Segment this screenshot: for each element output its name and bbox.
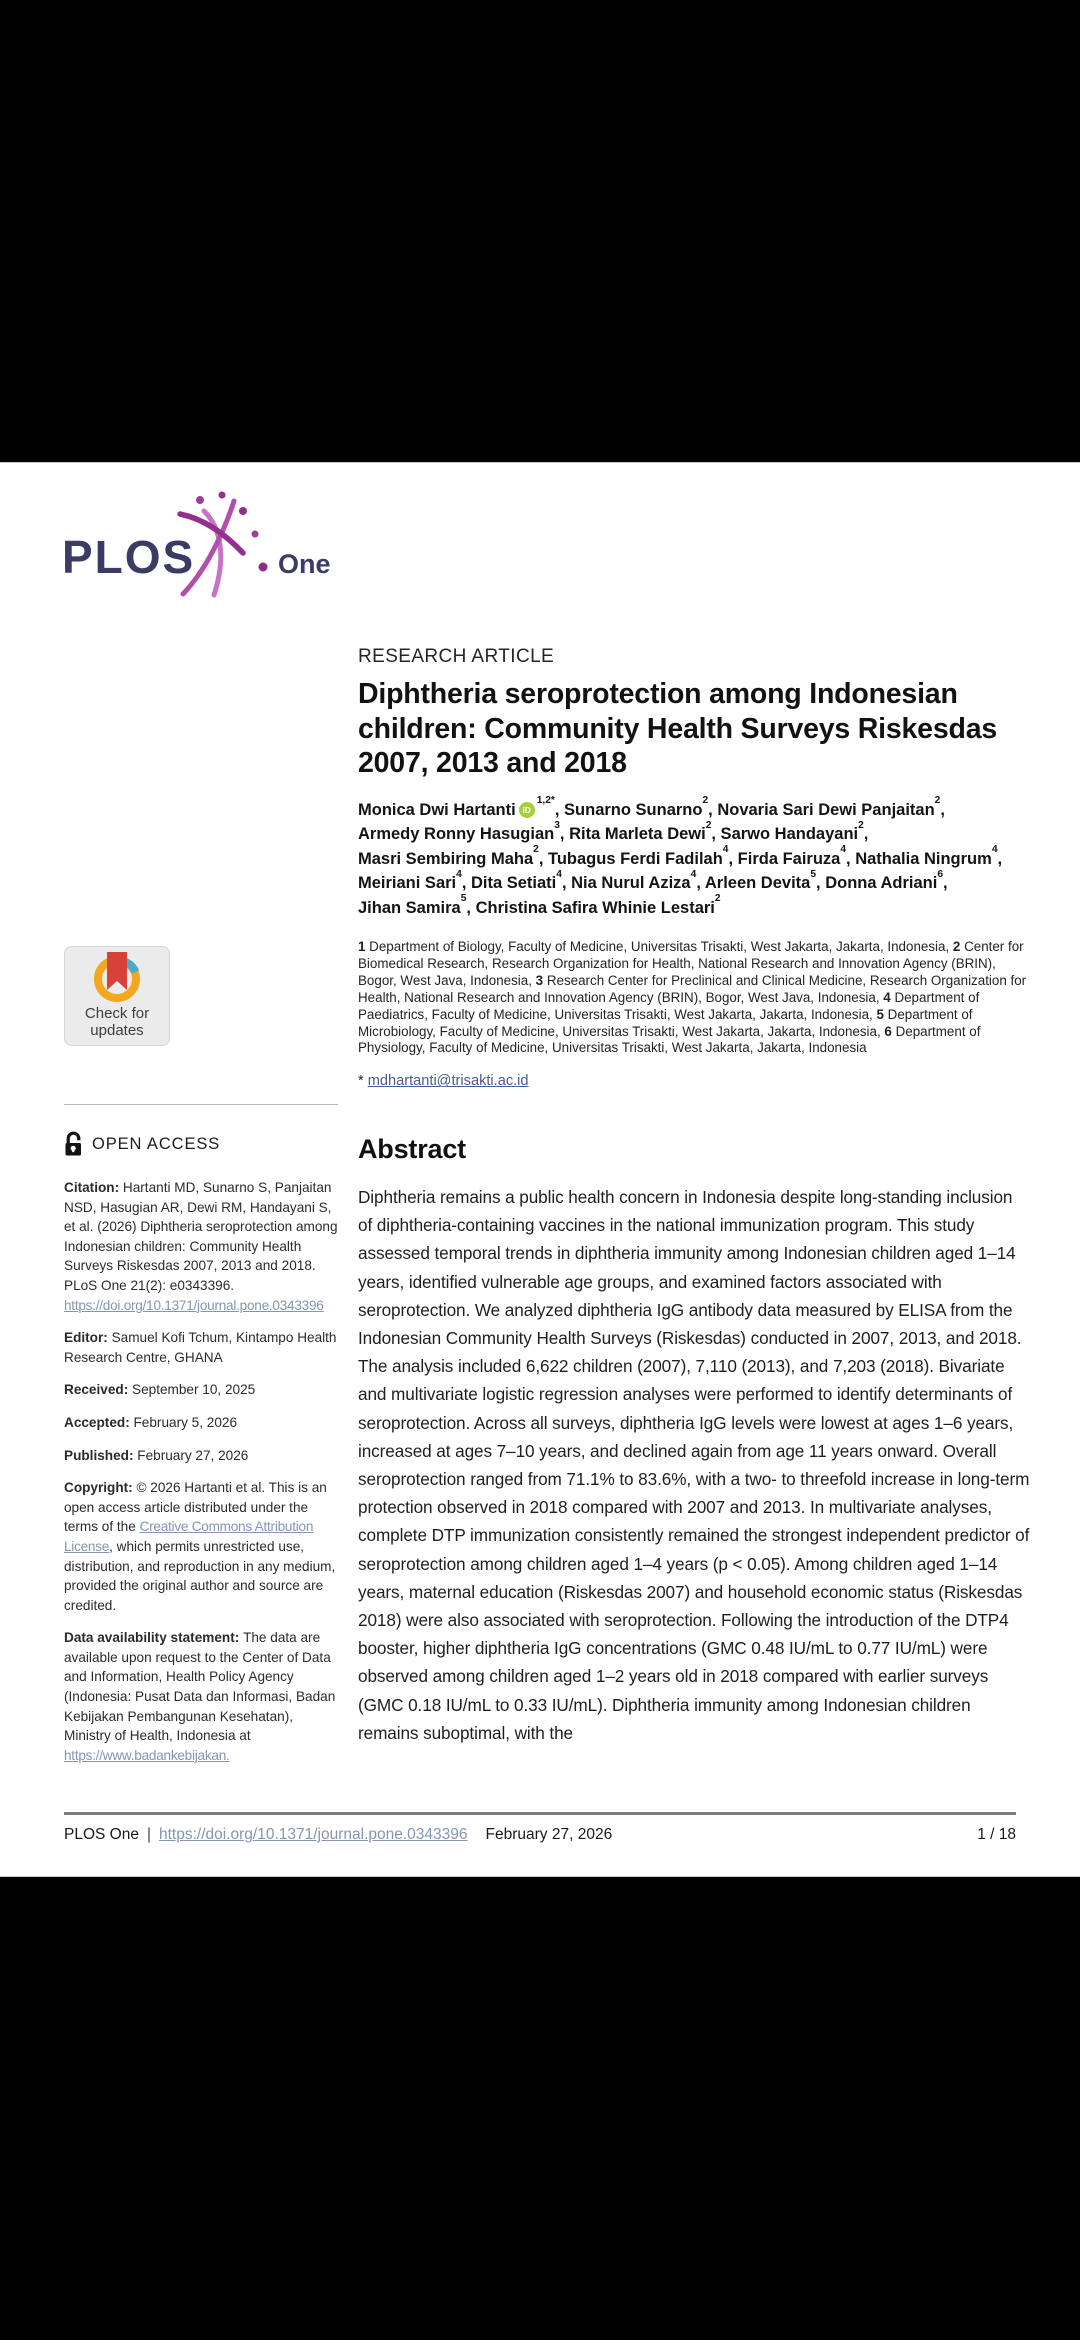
footer-journal-name: PLOS One (64, 1826, 139, 1843)
link[interactable]: Creative Commons Attribution License (64, 1519, 314, 1554)
article-header (358, 646, 1030, 1089)
letterbox-top (0, 0, 1080, 462)
editor-block: Editor: Samuel Kofi Tchum, Kintampo Health Research Centre, GHANA (64, 1330, 337, 1365)
logo-one-text: One (278, 549, 331, 579)
orcid-icon[interactable]: iD (519, 802, 535, 818)
footer-doi-link[interactable]: https://doi.org/10.1371/journal.pone.0343396 (159, 1826, 468, 1843)
published-block: Published: February 27, 2026 (64, 1447, 249, 1463)
link[interactable]: mdhartanti@trisakti.ac.id (367, 1073, 529, 1090)
affiliations: 1 Department of Biology, Faculty of Medicine, Universitas Trisakti, West Jakarta, Jakarta, Indonesia, 2 Center for Biomedical Research, Research Organization for Health, National Research and Innovation Agency (BRIN), Bogor, West Java, Indonesia, 3 Research Center for Preclinical and Clinical Medicine, Research Organization for Health, National Research and Innovation Agency (BRIN), Bogor, West Java, Indonesia, 4 Department of Paediatrics, Faculty of Medicine, Universitas Trisakti, West Jakarta, Jakarta, Indonesia, 5 Department of Microbiology, Faculty of Medicine, Universitas Trisakti, West Jakarta, Jakarta, Indonesia, 6 Department of Physiology, Faculty of Medicine, Universitas Trisakti, West Jakarta, Jakarta, Indonesia (358, 939, 1027, 1056)
abstract-heading: Abstract (358, 1134, 466, 1164)
link[interactable]: https://doi.org/10.1371/journal.pone.0343396 (64, 1297, 324, 1313)
accepted-block: Accepted: February 5, 2026 (64, 1414, 238, 1430)
article-title: Diphtheria seroprotection among Indonesian children: Community Health Surveys Riskesdas 2007, 2013 and 2018 (358, 678, 997, 779)
citation-block: Citation: Hartanti MD, Sunarno S, Panjaitan NSD, Hasugian AR, Dewi RM, Handayani S, et al. (2026) Diphtheria seroprotection among Indonesian children: Community Health Surveys Riskesdas 2007, 2013 and 2018. PLoS One 21(2): e0343396. https://doi.org/10.1371/journal.pone.0343396 (64, 1180, 338, 1313)
footer-rule (64, 1812, 1016, 1815)
footer-date: February 27, 2026 (485, 1826, 613, 1843)
author-line: Masri Sembiring Maha$^2$, Tubagus Ferdi Fadilah$^4$, Firda Fairuza$^4$, Nathalia Ningrum$^4$, (358, 844, 1003, 868)
received-block: Received: September 10, 2025 (64, 1382, 256, 1398)
data-availability-block: Data availability statement: The data are available upon request to the Center of Data and Information, Health Policy Agency (Indonesia: Pusat Data dan Informasi, Badan Kebijakan Pembangunan Kesehatan), Ministry of Health, Indonesia at https://www.badankebijakan. (64, 1630, 336, 1763)
open-access-row (64, 1131, 338, 1157)
badge-label-line2: updates (90, 1022, 144, 1039)
badge-label-line1: Check for (84, 1005, 150, 1022)
article-type-label: RESEARCH ARTICLE (358, 646, 555, 667)
footer-separator: | (146, 1826, 151, 1843)
abstract-section (358, 1134, 1030, 1747)
plos-one-logo-graphic (62, 489, 334, 601)
plos-one-logo (62, 489, 334, 606)
footer-page-number: 1 / 18 (977, 1826, 1016, 1843)
corresponding-author-email: * mdhartanti@trisakti.ac.id (358, 1073, 529, 1090)
author-line: Monica Dwi Hartanti $iD^{1,2*}$, Sunarno Sunarno$^2$, Novaria Sari Dewi Panjaitan$^2$, (358, 795, 945, 819)
pdf-page (0, 462, 1080, 1877)
link[interactable]: https://www.badankebijakan. (64, 1747, 230, 1763)
open-lock-icon (64, 1131, 85, 1157)
abstract-text: Diphtheria remains a public health concern in Indonesia despite long-standing inclusion of diphtheria-containing vaccines in the national immunization program. This study assessed temporal trends in diphtheria immunity among Indonesian children aged 1–14 years, identified vulnerable age groups, and examined factors associated with seroprotection. We analyzed diphtheria IgG antibody data measured by ELISA from the Indonesian Community Health Surveys (Riskesdas) conducted in 2007, 2013, and 2018. The analysis included 6,622 children (2007), 7,110 (2013), and 7,203 (2018). Bivariate and multivariate logistic regression analyses were performed to identify determinants of seroprotection. Across all surveys, diphtheria IgG levels were lowest at ages 1–6 years, increased at ages 7–10 years, and declined again from age 11 years onward. Overall seroprotection ranged from 71.1% to 83.6%, with a two- to threefold increase in long-term protection observed in 2018 compared with 2007 and 2013. In multivariate analyses, complete DTP immunization consistently remained the strongest independent predictor of seroprotection among children aged 1–4 years (p < 0.05). Among children aged 1–14 years, maternal education (Riskesdas 2007) and household economic status (Riskesdas 2018) were also associated with seroprotection. Following the introduction of the DTP4 booster, higher diphtheria IgG concentrations (GMC 0.48 IU/mL to 0.77 IU/mL) were observed among children aged 1–2 years old in 2018 compared with earlier surveys (GMC 0.18 IU/mL to 0.33 IU/mL). Diphtheria immunity among Indonesian children remains suboptimal, with the (358, 1187, 1030, 1743)
author-line: Jihan Samira$^5$, Christina Safira Whinie Lestari$^2$ (358, 893, 721, 917)
logo-plos-text: PLOS (62, 531, 196, 583)
open-access-label: OPEN ACCESS (92, 1134, 221, 1153)
letterbox-bottom (0, 1877, 1080, 2340)
page-footer (64, 1812, 1016, 1844)
sidebar-divider (64, 1104, 338, 1105)
copyright-block: Copyright: © 2026 Hartanti et al. This is an open access article distributed under the terms of the Creative Commons Attribution License, which permits unrestricted use, distribution, and reproduction in any medium, provided the original author and source are credited. (64, 1480, 336, 1613)
author-line: Armedy Ronny Hasugian$^3$, Rita Marleta Dewi$^2$, Sarwo Handayani$^2$, (358, 819, 869, 843)
author-line: Meiriani Sari$^4$, Dita Setiati$^4$, Nia Nurul Aziza$^4$, Arleen Devita$^5$, Donna Adriani$^6$, (358, 868, 948, 892)
author-list (358, 795, 1030, 921)
article-metadata-sidebar (64, 946, 338, 1765)
check-for-updates-badge[interactable] (64, 946, 338, 1051)
